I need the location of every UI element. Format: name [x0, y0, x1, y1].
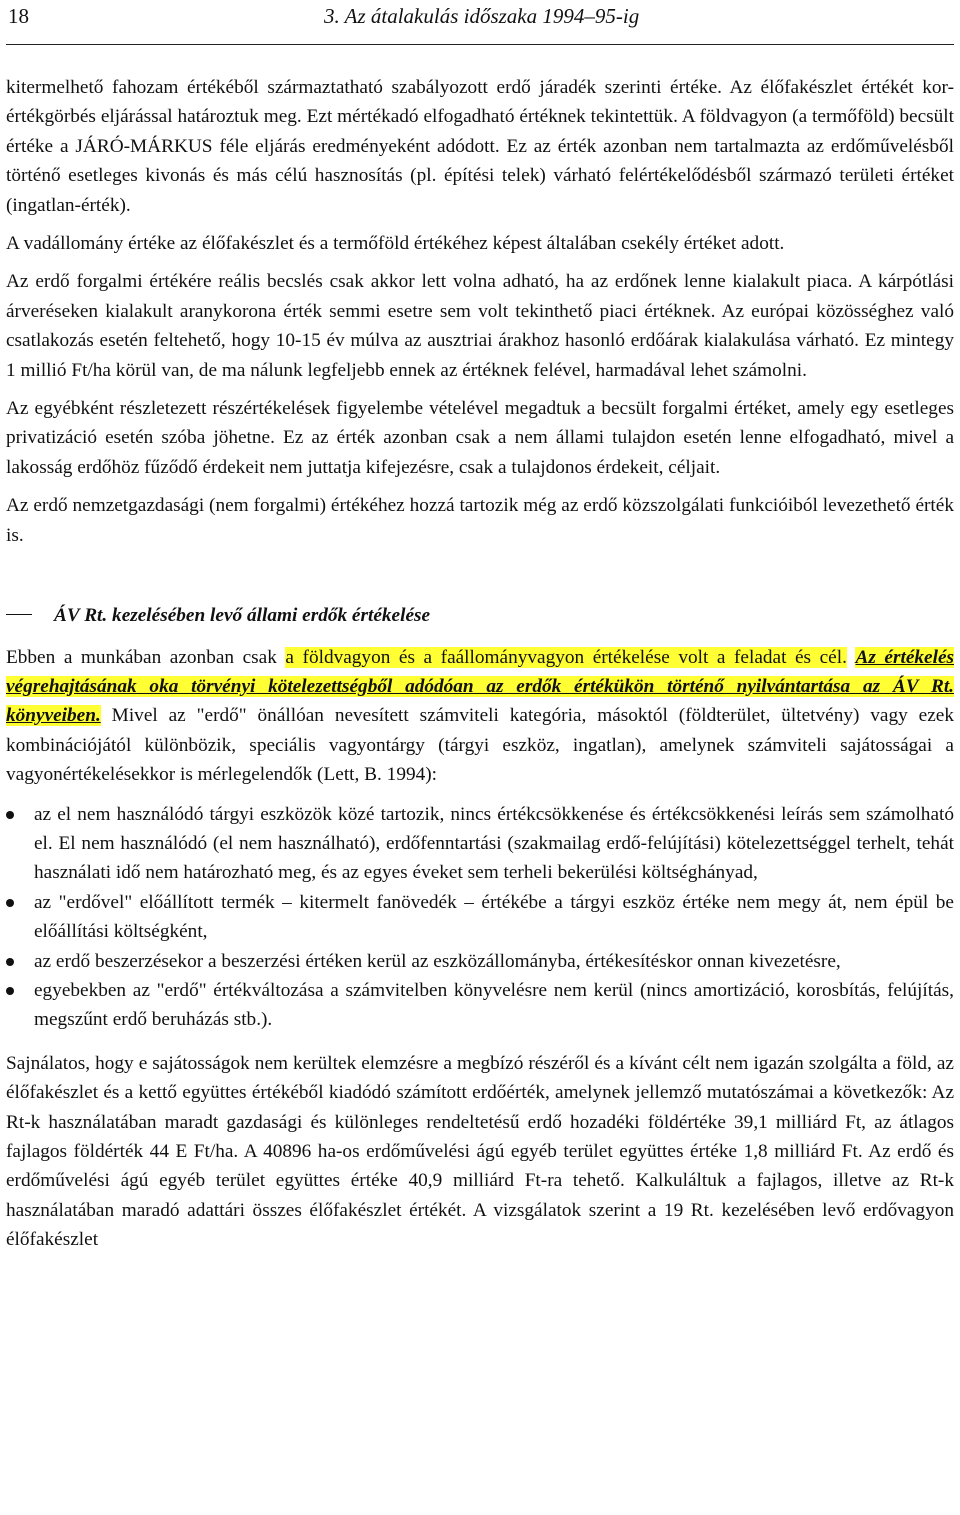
- bullet-text: egyebekben az "erdő" értékváltozása a számvitelben könyvelésre nem kerül (nincs amortizáció, korosbítás, felújítás, megszűnt erdő beruházás stb.).: [34, 979, 954, 1031]
- bullet-item: [6, 976, 954, 1035]
- document-body: [6, 45, 954, 1255]
- paragraph-6-rest: Mivel az "erdő" önállóan nevesített számviteli kategória, másoktól (földterület, ültetvény) vagy ezek kombinációjától különbözik, speciális vagyontárgy (tárgyi eszköz, ingatlan), amelynek számviteli sajátosságai a vagyonértékelésekkor is mérlegelendők (Lett, B. 1994):: [6, 705, 954, 786]
- bullet-item: [6, 800, 954, 888]
- paragraph-6-start: Ebben a munkában azonban csak: [6, 646, 286, 668]
- bullet-dot-icon: [6, 958, 14, 966]
- bullet-item: [6, 888, 954, 947]
- paragraph-5: Az erdő nemzetgazdasági (nem forgalmi) értékéhez hozzá tartozik még az erdő közszolgálati funkcióiból levezethető érték is.: [6, 495, 954, 546]
- paragraph-1: kitermelhető fahozam értékéből származtatható szabályozott erdő járadék szerinti értéke. Az élőfakészlet értékét kor-értékgörbés eljárással határoztuk meg. Ezt mértékadó elfogadható értéknek tekintettük. A földvagyon (a termőföld) becsült értéke a JÁRÓ-MÁRKUS féle eljárás eredményeként adódott. Ez az érték azonban nem tartalmazta az erdőművelésből történő esetleges kivonás és más célú hasznosítás (pl. építési telek) várható felértékelődésből származó területi értéket (ingatlan-érték).: [6, 77, 954, 216]
- spacer: [6, 559, 954, 591]
- paragraph-2: A vadállomány értéke az élőfakészlet és a termőföld értékéhez képest általában csekély értéket adott.: [6, 233, 785, 255]
- bullet-text: az "erdővel" előállított termék – kitermelt fanövedék – értékébe a tárgyi eszköz értéke nem megy át, nem épül be előállítási költségként,: [34, 891, 954, 943]
- paragraph-6: [6, 643, 954, 790]
- paragraph-3: Az erdő forgalmi értékére reális becslés csak akkor lett volna adható, ha az erdőnek lenne kialakult piaca. A kárpótlási árveréseken kialakult aranykorona érték semmi esetre sem volt tekinthető piaci értéknek. Az európai közösséghez való csatlakozás esetén feltehető, hogy 10-15 év múlva az ausztriai árakhoz hasonló erdőárak kialakulása várható. Ez mintegy 1 millió Ft/ha körül van, de ma nálunk legfeljebb ennek az értéknek felével, harmadával lehet számolni.: [6, 271, 954, 381]
- section-heading-text: ÁV Rt. kezelésében levő állami erdők értékelése: [54, 605, 431, 627]
- bullet-dot-icon: [6, 987, 14, 995]
- highlighted-text: a földvagyon és a faállományvagyon értékelése volt a feladat és cél.: [285, 646, 847, 668]
- paragraph-4: Az egyébként részletezett részértékelések figyelembe vételével megadtuk a becsült forgalmi értéket, amely egy esetleges privatizáció esetén szóba jöhetne. Ez az érték azonban csak a nem állami tulajdon esetén lenne elfogadható, mivel a lakosság erdőhöz fűződő érdekeit nem juttatja kifejezésre, csak a tulajdonos érdekeit, céljait.: [6, 398, 954, 478]
- bullet-list: [6, 800, 954, 1035]
- bullet-dot-icon: [6, 811, 14, 819]
- bullet-text: az el nem használódó tárgyi eszközök közé tartozik, nincs értékcsökkenése és értékcsökkenési leírás sem számolható el. El nem használódó (el nem használható), erdőfenntartási (szakmailag erdő-felújítási) kötelezettséggel terhelt, tehát használati idő nem határozható meg, és az egyes éveket sem terheli bekerülési költséghányad,: [34, 803, 954, 884]
- section-heading: [6, 601, 954, 630]
- document-page: [6, 0, 954, 1264]
- page-number: 18: [8, 4, 29, 28]
- page-header: [6, 0, 954, 45]
- running-title: 3. Az átalakulás időszaka 1994–95-ig: [324, 4, 640, 28]
- bullet-item: [6, 947, 954, 976]
- bullet-text: az erdő beszerzésekor a beszerzési értéken kerül az eszközállományba, értékesítéskor onnan kivezetésre,: [34, 950, 841, 972]
- highlighted-emphasis-text: Az értékelés végrehajtásának oka törvényi kötelezettségből adódóan az erdők értékükön történő nyilvántartása az ÁV Rt. könyveiben.: [6, 646, 954, 727]
- dash-bullet-icon: [6, 614, 32, 616]
- paragraph-7: Sajnálatos, hogy e sajátosságok nem kerültek elemzésre a megbízó részéről és a kívánt célt nem igazán szolgálta a föld, az élőfakészlet és a kettő együttes értékéből kiadódó számított erdőérték, amelynek jellemző mutatószámai a következők: Az Rt-k használatában maradt gazdasági és különleges rendeltetésű erdő hozadéki földértéke 39,1 milliárd Ft, az átlagos fajlagos földérték 44 E Ft/ha. A 40896 ha-os erdőművelési ágú egyéb terület együttes értéke 1,8 milliárd Ft. Az erdő és erdőművelési ágú egyéb terület együttes értéke 40,9 milliárd Ft-ra tehető. Kalkuláltuk a fajlagos, illetve az Rt-k használatában maradó adattári összes élőfakészlet értékét. A vizsgálatok szerint a 19 Rt. kezelésében levő erdővagyon élőfakészlet: [6, 1052, 954, 1251]
- bullet-dot-icon: [6, 899, 14, 907]
